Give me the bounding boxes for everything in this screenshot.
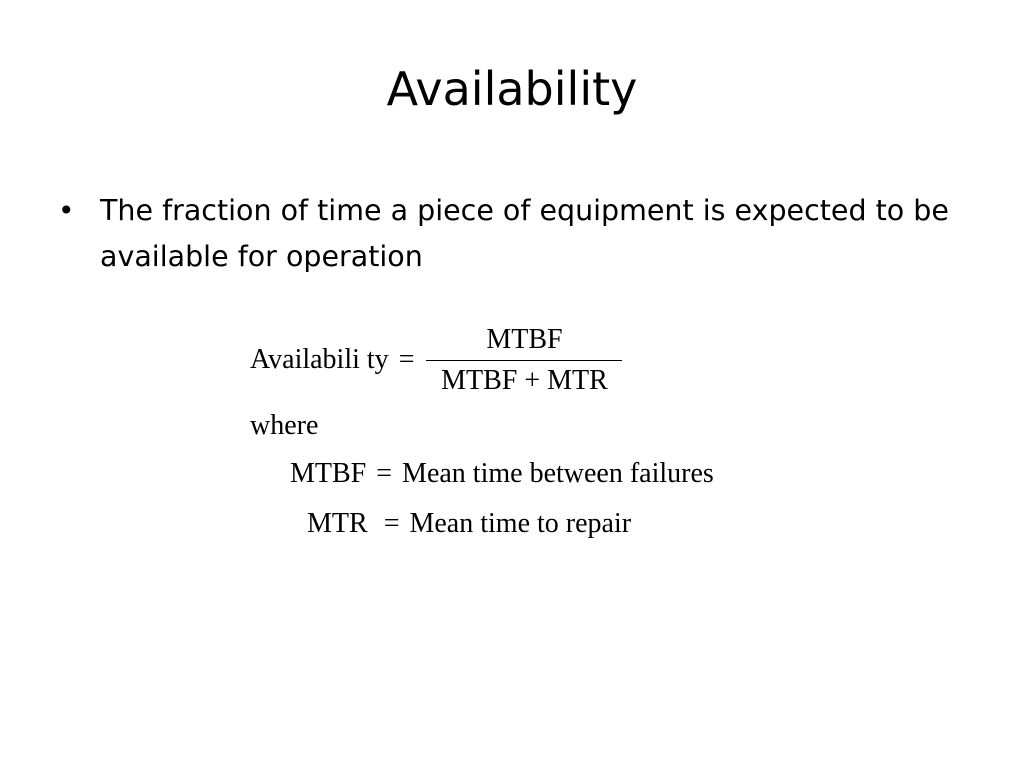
definition-row [290, 457, 714, 491]
definition-equals: = [383, 508, 400, 539]
formula-denominator: MTBF + MTR [441, 364, 608, 396]
definition-equals: = [376, 458, 393, 489]
where-label: where [250, 410, 319, 441]
availability-formula [250, 318, 622, 402]
slide-title: Availability [386, 62, 638, 116]
definition-row [307, 507, 631, 541]
bullet-text: The fraction of time a piece of equipment is expected to be available for operation [100, 194, 949, 273]
definition-term: MTR [307, 508, 368, 539]
bullet-item [58, 188, 988, 280]
bullet-marker: • [58, 194, 75, 227]
definition-meaning: Mean time to repair [409, 508, 632, 539]
formula-equals: = [398, 344, 415, 375]
definition-term: MTBF [290, 458, 367, 489]
formula-fraction [426, 323, 622, 398]
formula-lhs: Availabili ty [250, 344, 389, 375]
definition-meaning: Mean time between failures [402, 458, 714, 489]
formula-numerator: MTBF [486, 323, 563, 355]
